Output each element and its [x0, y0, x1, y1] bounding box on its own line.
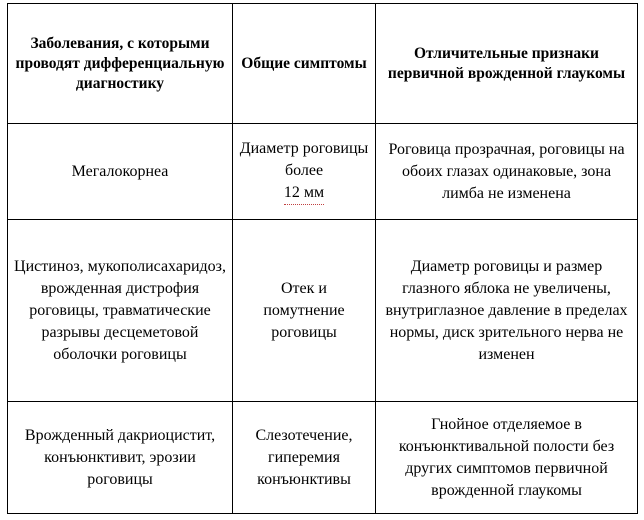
header-distinctive-signs: Отличительные признаки первичной врожденной глаукомы: [376, 4, 638, 124]
cell-common-symptoms: [233, 124, 376, 220]
header-common-symptoms: Общие симптомы: [233, 4, 376, 124]
header-row: [8, 4, 638, 124]
cell-disease: Врожденный дакриоцистит, конъюнктивит, эрозии роговицы: [8, 402, 233, 514]
cell-common-symptoms: Слезотечение, гиперемия конъюнктивы: [233, 402, 376, 514]
table-row: [8, 124, 638, 220]
common-line-2: 12 мм: [284, 182, 324, 205]
differential-diagnosis-table: [7, 3, 638, 514]
cell-disease: Цистиноз, мукополисахаридоз, врожденная дистрофия роговицы, травматические разрывы десцеметовой оболочки роговицы: [8, 220, 233, 402]
cell-distinctive-signs: Гнойное отделяемое в конъюнктивальной полости без других симптомов первичной врожденной глаукомы: [376, 402, 638, 514]
table-row: [8, 402, 638, 514]
common-line-1: Диаметр роговицы более: [239, 140, 369, 179]
header-diseases: Заболевания, с которыми проводят дифференциальную диагностику: [8, 4, 233, 124]
cell-disease: Мегалокорнеа: [8, 124, 233, 220]
cell-distinctive-signs: Диаметр роговицы и размер глазного яблока не увеличены, внутриглазное давление в пределах нормы, диск зрительного нерва не изменен: [376, 220, 638, 402]
table-row: [8, 220, 638, 402]
cell-common-symptoms: Отек и помутнение роговицы: [233, 220, 376, 402]
cell-distinctive-signs: Роговица прозрачная, роговицы на обоих глазах одинаковые, зона лимба не изменена: [376, 124, 638, 220]
